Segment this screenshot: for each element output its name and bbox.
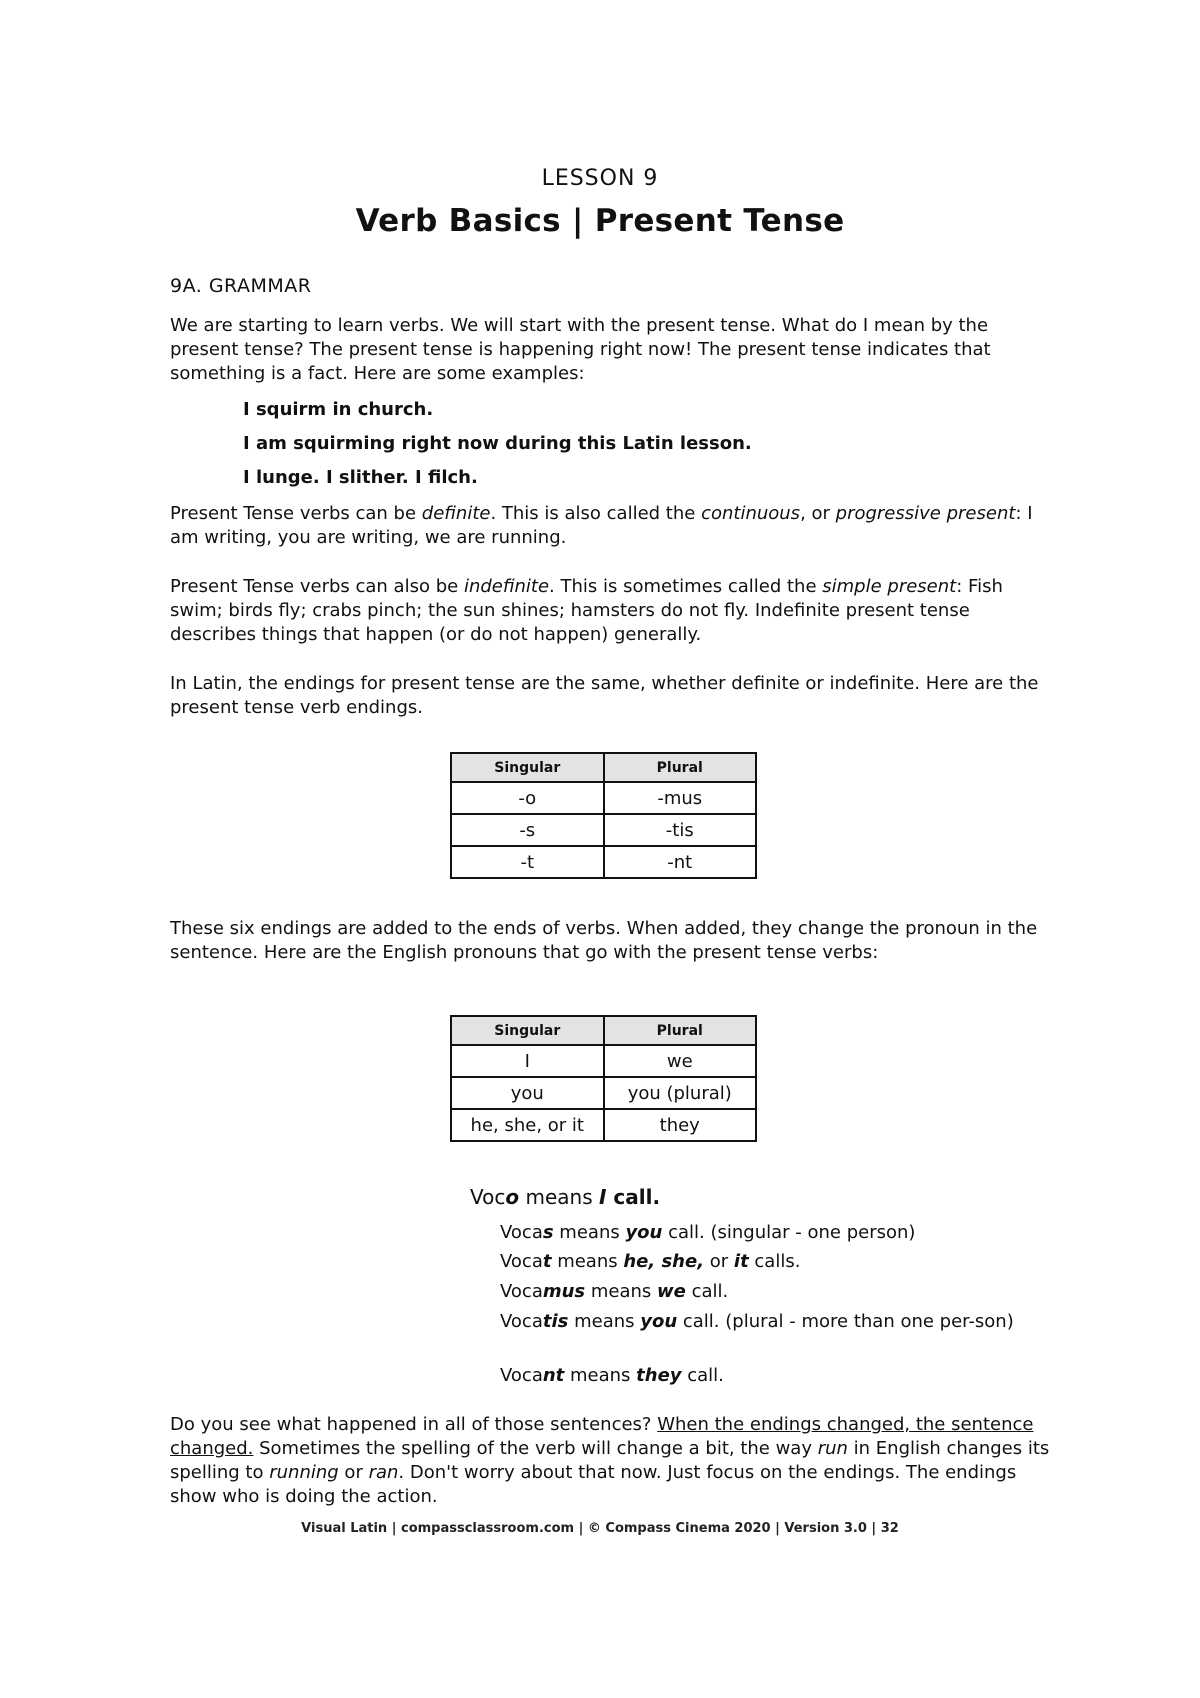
verb-stem: Voca (500, 1365, 543, 1386)
text-run: Present Tense verbs can also be (170, 576, 464, 597)
pronoun: you (625, 1222, 663, 1243)
text-run: means (585, 1281, 658, 1302)
table-cell: -tis (604, 814, 757, 846)
text-run: Present Tense verbs can be (170, 503, 422, 524)
header-singular: Singular (451, 1016, 604, 1045)
term-running: running (269, 1462, 339, 1483)
verb-ending: mus (542, 1281, 586, 1302)
pronoun: we (657, 1281, 686, 1302)
verb-stem: Voc (470, 1185, 506, 1209)
closing-paragraph (170, 1413, 1050, 1509)
section-heading: 9A. GRAMMAR (170, 275, 312, 297)
voco-line (500, 1250, 1040, 1274)
text-run: means (553, 1222, 626, 1243)
voco-line (500, 1364, 1040, 1388)
term-present: present (946, 503, 1016, 524)
pronoun: it (733, 1251, 749, 1272)
verb-ending: tis (542, 1311, 569, 1332)
term-simple: simple (822, 576, 882, 597)
verb-stem: Voca (500, 1311, 543, 1332)
verb-ending: s (542, 1222, 554, 1243)
pronoun: I (598, 1185, 607, 1209)
verb-ending: nt (542, 1365, 565, 1386)
text-run: call. (plural - more than one per-son) (677, 1311, 1014, 1332)
table-cell: -nt (604, 846, 757, 878)
text-run: means (568, 1311, 641, 1332)
text-run: means (519, 1185, 599, 1209)
table-cell: -s (451, 814, 604, 846)
verb-stem: Voca (500, 1222, 543, 1243)
table-cell: I (451, 1045, 604, 1077)
pronoun: they (636, 1365, 682, 1386)
table-cell: -mus (604, 782, 757, 814)
text-run: , or (800, 503, 836, 524)
endings-table (450, 752, 757, 879)
indefinite-paragraph (170, 575, 1050, 647)
pronoun-table (450, 1015, 757, 1142)
header-plural: Plural (604, 753, 757, 782)
table-cell: -o (451, 782, 604, 814)
text-run: or (338, 1462, 369, 1483)
table-cell: we (604, 1045, 757, 1077)
text-run: Do you see what happened in all of those sentences? (170, 1414, 658, 1435)
table-cell: -t (451, 846, 604, 878)
term-continuous: continuous (701, 503, 801, 524)
pronoun: you (640, 1311, 678, 1332)
term-indefinite: indefinite (463, 576, 550, 597)
text-run: . Don't worry about that now. Just focus on the endings. The endings show who is doing the action. (170, 1462, 1017, 1507)
intro-paragraph: We are starting to learn verbs. We will start with the present tense. What do I mean by the present tense? The present tense is happening right now! The present tense indicates that something is a fact. Here are some examples: (170, 315, 991, 384)
text-run: call. (606, 1185, 661, 1209)
text-run: : Fish swim; birds fly; crabs pinch; the sun shines; hamsters do not fly. Indefinite present tense describes things that happen (or do not happen) generally. (170, 576, 1003, 645)
text-run: . This is sometimes called the (549, 576, 823, 597)
text-run: call. (singular - one person) (662, 1222, 916, 1243)
table-cell: you (plural) (604, 1077, 757, 1109)
underlined-text: When the endings changed, the sentence changed. (170, 1414, 1034, 1459)
table-cell: you (451, 1077, 604, 1109)
endings-paragraph: These six endings are added to the ends of verbs. When added, they change the pronoun in the sentence. Here are the English pronouns that go with the present tense verbs: (170, 918, 1038, 963)
table-cell: he, she, or it (451, 1109, 604, 1141)
term-present: present (887, 576, 957, 597)
text-run: call. (681, 1365, 724, 1386)
header-plural: Plural (604, 1016, 757, 1045)
text-run: or (704, 1251, 734, 1272)
lesson-title: Verb Basics | Present Tense (355, 203, 845, 239)
text-run: call. (685, 1281, 729, 1302)
example-1: I squirm in church. (243, 399, 434, 420)
table-row (451, 1077, 756, 1109)
latin-paragraph: In Latin, the endings for present tense are the same, whether definite or indefinite. Here are the present tense verb endings. (170, 673, 1039, 718)
header-singular: Singular (451, 753, 604, 782)
verb-stem: Voca (500, 1251, 543, 1272)
example-3: I lunge. I slither. I filch. (243, 467, 478, 488)
voco-main-example (470, 1185, 660, 1209)
text-run: . This is also called the (490, 503, 702, 524)
text-run: : I am writing, you are writing, we are running. (170, 503, 1033, 548)
page-footer: Visual Latin | compassclassroom.com | © Compass Cinema 2020 | Version 3.0 | 32 (301, 1521, 899, 1536)
voco-line (500, 1310, 1040, 1334)
verb-ending: t (542, 1251, 552, 1272)
text-run: Sometimes the spelling of the verb will change a bit, the way (253, 1438, 818, 1459)
table-header-row (451, 1016, 756, 1045)
verb-ending: o (505, 1185, 520, 1209)
table-row (451, 1109, 756, 1141)
table-cell: they (604, 1109, 757, 1141)
table-row (451, 846, 756, 878)
term-progressive: progressive (835, 503, 941, 524)
verb-stem: Voca (500, 1281, 543, 1302)
term-run: run (817, 1438, 848, 1459)
table-row (451, 1045, 756, 1077)
term-definite: definite (421, 503, 491, 524)
term-ran: ran (368, 1462, 399, 1483)
table-row (451, 782, 756, 814)
table-header-row (451, 753, 756, 782)
lesson-label: LESSON 9 (541, 166, 659, 191)
voco-line (500, 1280, 1040, 1304)
pronoun: he, she, (623, 1251, 705, 1272)
text-run: means (564, 1365, 637, 1386)
example-2: I am squirming right now during this Latin lesson. (243, 433, 752, 454)
text-run: in English changes its spelling to (170, 1438, 1050, 1483)
voco-line (500, 1221, 1040, 1245)
text-run: calls. (748, 1251, 801, 1272)
text-run: means (551, 1251, 624, 1272)
definite-paragraph (170, 502, 1050, 550)
table-row (451, 814, 756, 846)
